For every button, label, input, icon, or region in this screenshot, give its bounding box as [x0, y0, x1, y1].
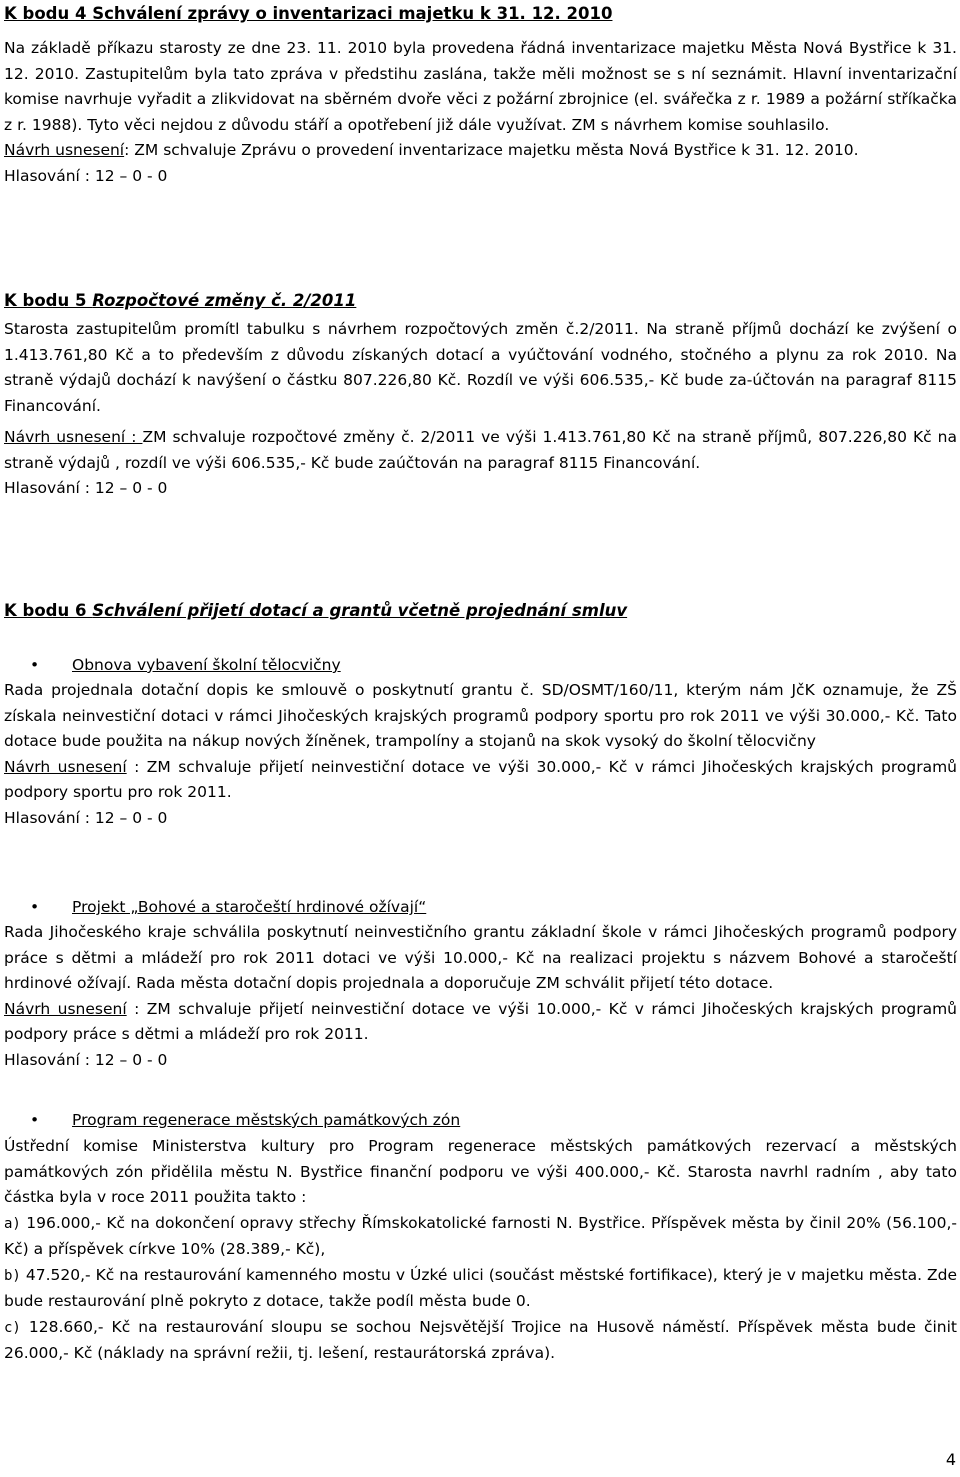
section-4-body	[4, 36, 957, 189]
item-2-resolution: Návrh usnesení : ZM schvaluje přijetí neinvestiční dotace ve výši 10.000,- Kč v rámci Jihočeských krajských programů podpory práce s dětmi a mládeží pro rok 2011.	[4, 999, 957, 1043]
bullet-icon: •	[30, 656, 40, 674]
section-4-vote: Hlasování : 12 – 0 - 0	[4, 166, 168, 185]
item-2-body	[4, 920, 957, 1073]
bullet-icon: •	[30, 898, 40, 916]
bullet-icon: •	[30, 1111, 40, 1129]
item-3-list-b: b) 47.520,- Kč na restaurování kamenného mostu v Úzké ulici (součást městské fortifikace), který je v majetku města. Zde bude restaurování plně pokryto z dotace, takže podíl města bude 0.	[4, 1265, 957, 1310]
item-1-vote: Hlasování : 12 – 0 - 0	[4, 808, 168, 827]
section-4-text: Na základě příkazu starosty ze dne 23. 11. 2010 byla provedena řádná inventarizace majetku Města Nová Bystřice k 31. 12. 2010. Zastupitelům byla tato zpráva v předstihu zaslána, takže měli možnost se s ní seznámit. Hlavní inventarizační komise navrhuje vyřadit a zlikvidovat na sběrném dvoře věci z požární zbrojnice (el. svářečka z r. 1989 a požární stříkačka z r. 1988). Tyto věci nejdou z důvodu stáří a opotřebení již dále využívat. ZM s návrhem komise souhlasilo.	[4, 39, 957, 134]
document-page: K bodu 4 Schválení zprávy o inventarizaci majetku k 31. 12. 2010 Na základě příkazu starosty ze dne 23. 11. 2010 byla provedena řádná inventarizace majetku Města Nová Bystřice k 31. 12. 2010. Zastupitelům byla tato zpráva v předstihu zaslána, takže měli možnost se s ní seznámit. Hlavní inventarizační komise navrhuje vyřadit a zlikvidovat na sběrném dvoře věci z požární zbrojnice (el. svářečka z r. 1989 a požární stříkačka z r. 1988). Tyto věci nejdou z důvodu stáří a opotřebení již dále využívat. ZM s návrhem komise souhlasilo. Návrh usnesení: ZM schvaluje Zprávu o provedení inventarizace majetku města Nová Bystřice k 31. 12. 2010. Hlasování : 12 – 0 - 0 K bodu 5 Rozpočtové změny č. 2/2011 Starosta zastupitelům promítl tabulku s návrhem rozpočtových změn č.2/2011. Na straně příjmů dochází ke zvýšení o 1.413.761,80 Kč a to především z důvodu získaných dotací a vyúčtování vodného, stočného a plynu za rok 2010. Na straně výdajů dochází k navýšení o částku 807.226,80 Kč. Rozdíl ve výši 606.535,- Kč bude za-účtován na paragraf 8115 Financování. Návrh usnesení : ZM schvaluje rozpočtové změny č. 2/2011 ve výši 1.413.761,80 Kč na straně příjmů, 807.226,80 Kč na straně výdajů , rozdíl ve výši 606.535,- Kč bude zaúčtován na paragraf 8115 Financování. Hlasování : 12 – 0 - 0 K bodu 6 Schválení přijetí dotací a grantů včetně projednání smluv • Obnova vybavení školní tělocvičny Rada projednala dotační dopis ke smlouvě o poskytnutí grantu č. SD/OSMT/160/11, kterým nám JčK oznamuje, že ZŠ získala neinvestiční dotaci v rámci Jihočeských krajských programů podpory sportu pro rok 2011 ve výši 30.000,- Kč. Tato dotace bude použita na nákup nových žíněnek, trampolíny a stojanů na skok vysoký do školní tělocvičny Návrh usnesení : ZM schvaluje přijetí neinvestiční dotace ve výši 30.000,- Kč v rámci Jihočeských krajských programů podpory sportu pro rok 2011. Hlasování : 12 – 0 - 0 • Projekt „Bohové a staročeští hrdinové ožívají“ Rada Jihočeského kraje schválila poskytnutí neinvestičního grantu základní škole v rámci Jihočeských programů podpory práce s dětmi a mládeží pro rok 2011 dotaci ve výši 10.000,- Kč na realizaci projektu s názvem Bohové a staročeští hrdinové ožívají. Rada města dotační dopis projednala a doporučuje ZM schválit přijetí této dotace. Návrh usnesení : ZM schvaluje přijetí neinvestiční dotace ve výši 10.000,- Kč v rámci Jihočeských krajských programů podpory práce s dětmi a mládeží pro rok 2011. Hlasování : 12 – 0 - 0 • Program regenerace městských památkových zón Ústřední komise Ministerstva kultury pro Program regenerace městských památkových rezervací a městských památkových zón přidělila městu N. Bystřice finanční podporu ve výši 400.000,- Kč. Starosta navrhl radním , aby tato částka byla v roce 2011 použita takto : a) 196.000,- Kč na dokončení opravy střechy Římskokatolické farnosti N. Bystřice. Příspěvek města by činil 20% (56.100,- Kč) a příspěvek církve 10% (28.389,- Kč), b) 47.520,- Kč na restaurování kamenného mostu v Úzké ulici (součást městské fortifikace), který je v majetku města. Zde bude restaurování plně pokryto z dotace, takže podíl města bude 0. c) 128.660,- Kč na restaurování sloupu se sochou Nejsvětější Trojice na Husově náměstí. Příspěvek města bude činit 26.000,- Kč (náklady na správní režii, tj. lešení, restaurátorská zpráva). 4	[4, 4, 957, 1469]
page-number: 4	[945, 1450, 956, 1469]
section-4-heading: K bodu 4 Schválení zprávy o inventarizaci majetku k 31. 12. 2010	[4, 4, 613, 23]
item-1-text: Rada projednala dotační dopis ke smlouvě o poskytnutí grantu č. SD/OSMT/160/11, kterým nám JčK oznamuje, že ZŠ získala neinvestiční dotaci v rámci Jihočeských krajských programů podpory sportu pro rok 2011 ve výši 30.000,- Kč. Tato dotace bude použita na nákup nových žíněnek, trampolíny a stojanů na skok vysoký do školní tělocvičny	[4, 681, 957, 750]
section-5-vote: Hlasování : 12 – 0 - 0	[4, 479, 168, 497]
item-1-resolution: Návrh usnesení : ZM schvaluje přijetí neinvestiční dotace ve výši 30.000,- Kč v rámci Jihočeských krajských programů podpory sportu pro rok 2011.	[4, 757, 957, 801]
item-2-vote: Hlasování : 12 – 0 - 0	[4, 1050, 168, 1069]
item-1-body	[4, 678, 957, 831]
section-5-body	[4, 317, 957, 502]
section-5-text: Starosta zastupitelům promítl tabulku s návrhem rozpočtových změn č.2/2011. Na straně příjmů dochází ke zvýšení o 1.413.761,80 Kč a to především z důvodu získaných dotací a vyúčtování vodného, stočného a plynu za rok 2010. Na straně výdajů dochází k navýšení o částku 807.226,80 Kč. Rozdíl ve výši 606.535,- Kč bude za-účtován na paragraf 8115 Financování.	[4, 320, 957, 415]
item-3-body	[4, 1134, 957, 1367]
section-6-heading: K bodu 6 Schválení přijetí dotací a grantů včetně projednání smluv	[4, 601, 628, 620]
item-3-list-a: a) 196.000,- Kč na dokončení opravy střechy Římskokatolické farnosti N. Bystřice. Příspěvek města by činil 20% (56.100,- Kč) a příspěvek církve 10% (28.389,- Kč),	[4, 1213, 957, 1258]
section-5-heading: K bodu 5 Rozpočtové změny č. 2/2011	[4, 291, 357, 310]
item-3-text: Ústřední komise Ministerstva kultury pro Program regenerace městských památkových rezervací a městských památkových zón přidělila městu N. Bystřice finanční podporu ve výši 400.000,- Kč. Starosta navrhl radním , aby tato částka byla v roce 2011 použita takto :	[4, 1137, 957, 1206]
section-4-resolution: Návrh usnesení: ZM schvaluje Zprávu o provedení inventarizace majetku města Nová Bystřice k 31. 12. 2010.	[4, 141, 859, 159]
item-2-text: Rada Jihočeského kraje schválila poskytnutí neinvestičního grantu základní škole v rámci Jihočeských programů podpory práce s dětmi a mládeží pro rok 2011 dotaci ve výši 10.000,- Kč na realizaci projektu s názvem Bohové a staročeští hrdinové ožívají. Rada města dotační dopis projednala a doporučuje ZM schválit přijetí této dotace.	[4, 923, 957, 992]
item-3-list-c: c) 128.660,- Kč na restaurování sloupu se sochou Nejsvětější Trojice na Husově náměstí. Příspěvek města bude činit 26.000,- Kč (náklady na správní režii, tj. lešení, restaurátorská zpráva).	[4, 1317, 957, 1362]
section-5-resolution: Návrh usnesení : ZM schvaluje rozpočtové změny č. 2/2011 ve výši 1.413.761,80 Kč na straně příjmů, 807.226,80 Kč na straně výdajů , rozdíl ve výši 606.535,- Kč bude zaúčtován na paragraf 8115 Financování.	[4, 428, 957, 472]
